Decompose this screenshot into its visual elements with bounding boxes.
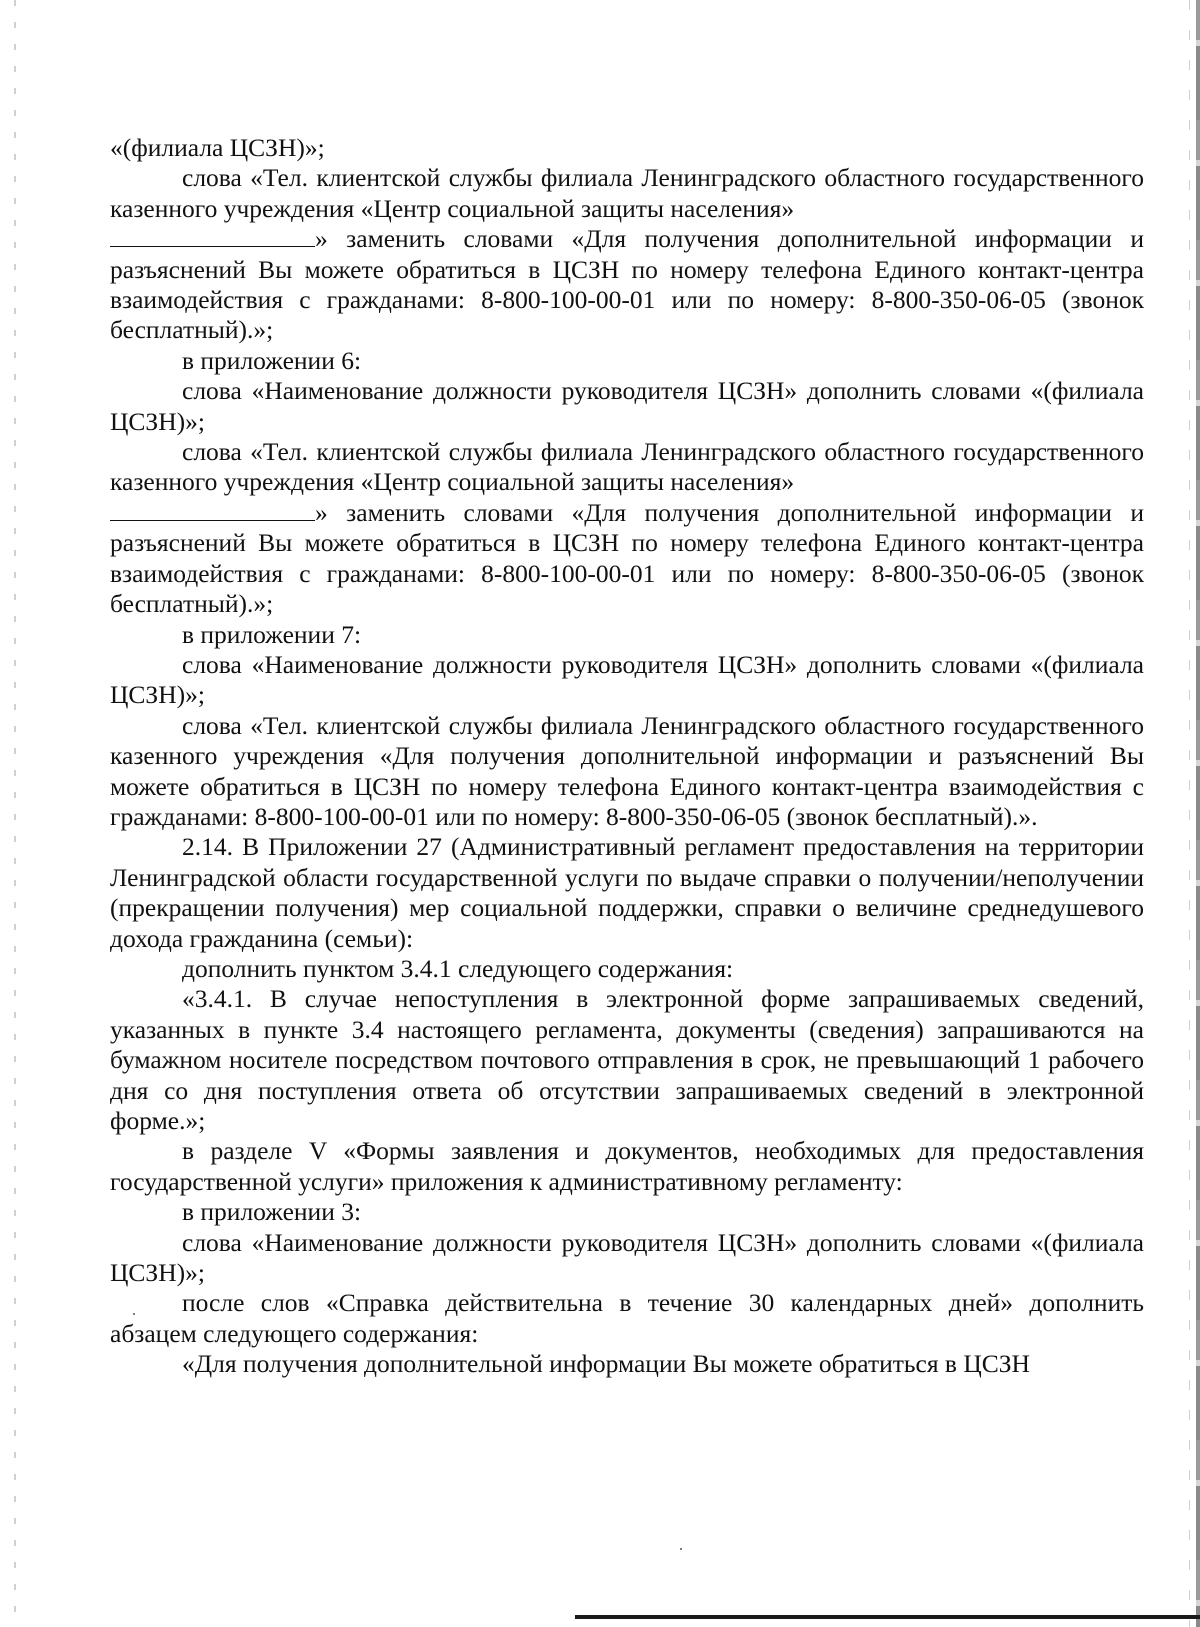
paragraph: слова «Наименование должности руководителя ЦСЗН» дополнить словами «(филиала ЦСЗН)»; [110,649,1144,710]
paragraph: слова «Тел. клиентской службы филиала Ленинградского областного государственного казенного учреждения «Для получения дополнительной информации и разъяснений Вы можете обратиться в ЦСЗН по номеру телефона Единого контакт-центра взаимодействия с гражданами: 8-800-100-00-01 или по номеру: 8-800-350-06-05 (звонок бесплатный).». [110,710,1144,831]
scan-speck [680,1548,682,1550]
paragraph-text: » заменить словами «Для получения дополнительной информации и разъяснений Вы можете обратиться в ЦСЗН по номеру телефона Единого контакт-центра взаимодействия с гражданами: 8-800-100-00-01 или по номеру: 8-800-350-06-05 (звонок бесплатный).»; [110,497,1144,619]
paragraph: 2.14. В Приложении 27 (Административный регламент предоставления на территории Ленинградской области государственной услуги по выдаче справки о получении/неполучении (прекращении получения) мер социальной поддержки, справки о величине среднедушевого дохода гражданина (семьи): [110,832,1144,953]
paragraph-text: » заменить словами «Для получения дополнительной информации и разъяснений Вы можете обратиться в ЦСЗН по номеру телефона Единого контакт-центра взаимодействия с гражданами: 8-800-100-00-01 или по номеру: 8-800-350-06-05 (звонок бесплатный).»; [110,224,1144,345]
paragraph: в приложении 6: [182,345,362,375]
blank-line [110,502,315,521]
scan-edge-left [14,0,16,1627]
paragraph [110,498,1144,620]
paragraph: слова «Наименование должности руководителя ЦСЗН» дополнить словами «(филиала ЦСЗН)»; [110,376,1144,436]
paragraph: в разделе V «Формы заявления и документов, необходимых для предоставления государственной услуги» приложения к административному регламенту: [110,1136,1144,1196]
paragraph [110,224,1144,346]
scan-edge-right [1196,0,1200,1627]
document-body [110,133,1144,1380]
paragraph: после слов «Справка действительна в течение 30 календарных дней» дополнить абзацем следующего содержания: [110,1288,1144,1348]
paragraph: «(филиала ЦСЗН)»; [110,133,325,162]
paragraph: слова «Наименование должности руководителя ЦСЗН» дополнить словами «(филиала ЦСЗН)»; [110,1227,1144,1288]
paragraph: слова «Тел. клиентской службы филиала Ленинградского областного государственного казенного учреждения «Центр социальной защиты населения» [110,163,1144,223]
paragraph: дополнить пунктом 3.4.1 следующего содержания: [182,953,734,983]
paragraph: «3.4.1. В случае непоступления в электронной форме запрашиваемых сведений, указанных в пункте 3.4 настоящего регламента, документы (сведения) запрашиваются на бумажном носителе посредством почтового отправления в срок, не превышающий 1 рабочего дня со дня поступления ответа об отсутствии запрашиваемых сведений в электронной форме.»; [110,984,1144,1135]
scan-edge-right-inner [1189,0,1190,1627]
paragraph: «Для получения дополнительной информации Вы можете обратиться в ЦСЗН [182,1349,1030,1379]
paragraph: слова «Тел. клиентской службы филиала Ленинградского областного государственного казенного учреждения «Центр социальной защиты населения» [110,437,1144,497]
blank-line [110,228,315,247]
scan-bottom-bar [575,1615,1200,1619]
paragraph: в приложении 3: [182,1197,362,1227]
paragraph: в приложении 7: [182,619,362,649]
